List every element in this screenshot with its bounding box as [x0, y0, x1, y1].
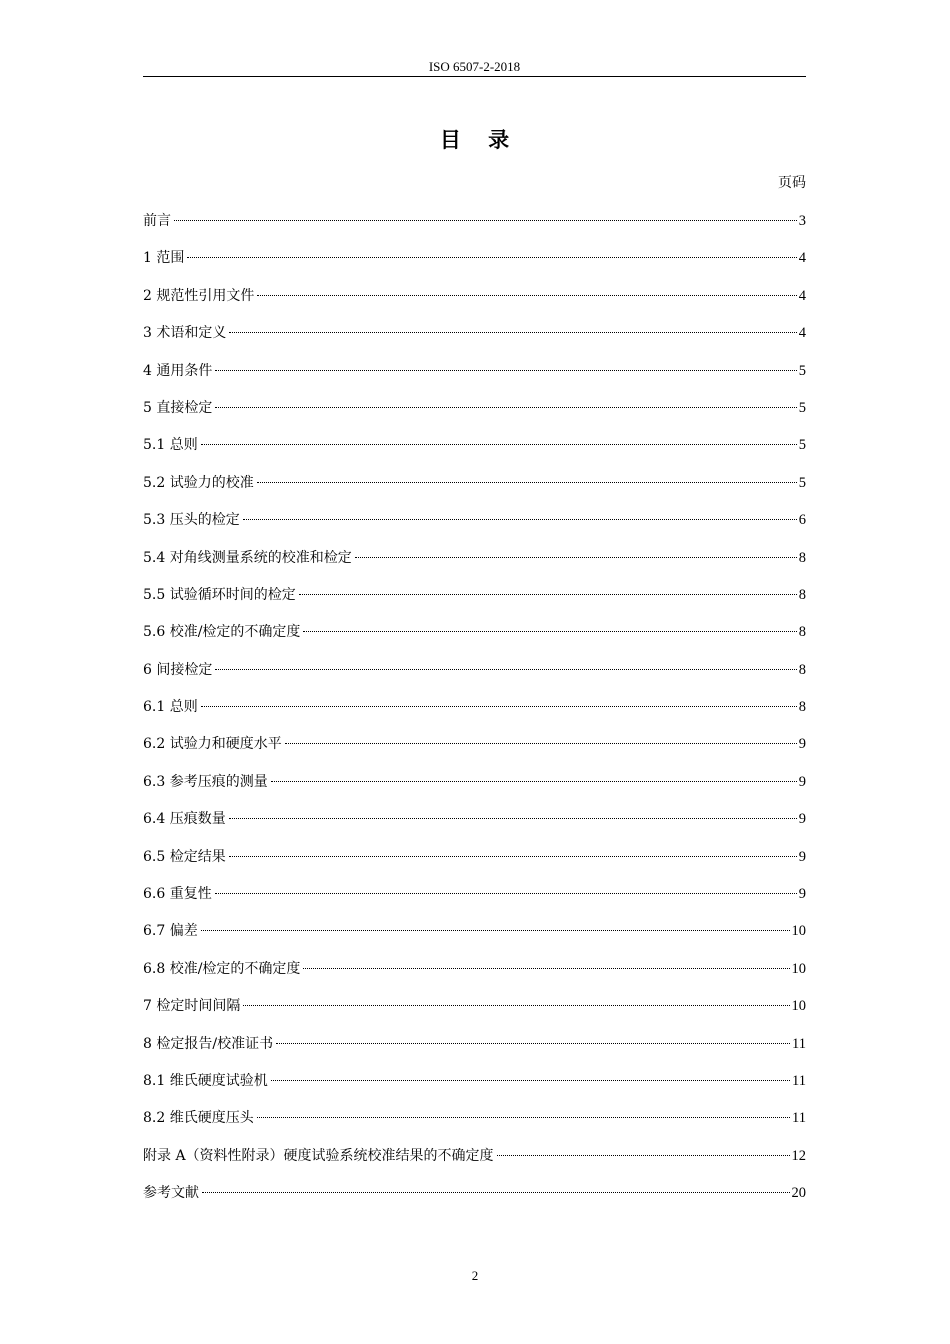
toc-entry-page: 10: [791, 960, 806, 977]
toc-entry-page: 10: [791, 923, 806, 940]
toc-entry-label: 5.5 试验循环时间的检定: [143, 586, 296, 603]
toc-entry-page: 5: [798, 399, 806, 416]
toc-entry-page: 9: [798, 773, 806, 790]
toc-entry[interactable]: [143, 1182, 806, 1219]
toc-entry-page: 6: [798, 512, 806, 529]
toc-entry-page: 20: [791, 1185, 806, 1202]
toc-entry-label: 6.1 总则: [143, 699, 198, 716]
toc-entry[interactable]: [143, 1107, 806, 1144]
page-column-label: 页码: [778, 175, 806, 191]
toc-entry-label: 6.4 压痕数量: [143, 811, 226, 828]
toc-entry[interactable]: [143, 659, 806, 696]
toc-entry[interactable]: [143, 1033, 806, 1070]
toc-dot-leader: [243, 1004, 789, 1006]
toc-entry-label: 5.4 对角线测量系统的校准和检定: [143, 549, 352, 566]
toc-entry[interactable]: [143, 472, 806, 509]
toc-dot-leader: [257, 481, 797, 483]
toc-entry-page: 8: [798, 661, 806, 678]
toc-dot-leader: [201, 443, 797, 445]
toc-entry-page: 4: [798, 250, 806, 267]
toc-dot-leader: [271, 1079, 790, 1081]
toc-dot-leader: [257, 1116, 790, 1118]
toc-dot-leader: [303, 967, 789, 969]
toc-entry[interactable]: [143, 547, 806, 584]
footer-page-number: 2: [471, 1268, 479, 1283]
toc-dot-leader: [276, 1042, 790, 1044]
toc-entry-label: 6 间接检定: [143, 661, 213, 678]
toc-entry[interactable]: [143, 808, 806, 845]
toc-entry-label: 1 范围: [143, 250, 185, 267]
toc-entry-page: 9: [798, 886, 806, 903]
toc-dot-leader: [215, 892, 797, 894]
toc-entry-page: 10: [791, 998, 806, 1015]
toc-entry[interactable]: [143, 1145, 806, 1182]
toc-entry-page: 9: [798, 811, 806, 828]
toc-entry-label: 8 检定报告/校准证书: [143, 1035, 274, 1052]
toc-entry[interactable]: [143, 846, 806, 883]
toc-entry-page: 8: [798, 699, 806, 716]
toc-entry[interactable]: [143, 920, 806, 957]
toc-entry[interactable]: [143, 285, 806, 322]
toc-entry-label: 7 检定时间间隔: [143, 998, 241, 1015]
toc-entry-page: 11: [792, 1072, 806, 1089]
toc-dot-leader: [215, 668, 796, 670]
toc-dot-leader: [174, 219, 797, 221]
toc-entry-page: 5: [798, 437, 806, 454]
toc-entry[interactable]: [143, 883, 806, 920]
toc-dot-leader: [497, 1154, 790, 1156]
toc-dot-leader: [215, 369, 796, 371]
toc-entry[interactable]: [143, 509, 806, 546]
toc-entry[interactable]: [143, 397, 806, 434]
toc-entry-page: 4: [798, 325, 806, 342]
toc-entry[interactable]: [143, 771, 806, 808]
toc-entry[interactable]: [143, 621, 806, 658]
toc-entry-label: 6.6 重复性: [143, 886, 212, 903]
toc-entry-label: 4 通用条件: [143, 362, 213, 379]
toc-entry-page: 11: [792, 1035, 806, 1052]
toc-entry-label: 3 术语和定义: [143, 325, 227, 342]
toc-entry-label: 6.5 检定结果: [143, 848, 226, 865]
toc-entry-page: 5: [798, 362, 806, 379]
toc-entry-page: 9: [798, 848, 806, 865]
toc-entry[interactable]: [143, 696, 806, 733]
header-rule: [143, 76, 806, 77]
toc-entry-label: 6.7 偏差: [143, 923, 198, 940]
toc-dot-leader: [355, 556, 797, 558]
toc-dot-leader: [229, 855, 797, 857]
toc-entry[interactable]: [143, 1070, 806, 1107]
toc-dot-leader: [229, 817, 797, 819]
toc-entry-label: 6.2 试验力和硬度水平: [143, 736, 282, 753]
toc-entry-page: 9: [798, 736, 806, 753]
toc-entry-page: 8: [798, 549, 806, 566]
toc-entry-label: 8.2 维氏硬度压头: [143, 1110, 254, 1127]
toc-dot-leader: [303, 630, 796, 632]
toc-entry[interactable]: [143, 995, 806, 1032]
toc-dot-leader: [257, 294, 796, 296]
toc-dot-leader: [229, 331, 796, 333]
toc-dot-leader: [215, 406, 796, 408]
toc-entry-page: 8: [798, 586, 806, 603]
toc-entry-label: 8.1 维氏硬度试验机: [143, 1072, 268, 1089]
toc-entry[interactable]: [143, 584, 806, 621]
toc-dot-leader: [271, 780, 797, 782]
header-standard-number: ISO 6507-2-2018: [428, 59, 521, 74]
toc-entry-label: 5 直接检定: [143, 399, 213, 416]
toc-entry-label: 5.2 试验力的校准: [143, 474, 254, 491]
toc-entry-label: 前言: [143, 213, 171, 229]
toc-entry-label: 附录 A（资料性附录）硬度试验系统校准结果的不确定度: [143, 1147, 494, 1164]
toc-dot-leader: [202, 1191, 790, 1193]
toc-entry-page: 4: [798, 287, 806, 304]
toc-entry[interactable]: [143, 434, 806, 471]
toc-entry-label: 参考文献: [143, 1185, 199, 1202]
toc-title: 目 录: [439, 128, 520, 152]
toc-entry-label: 5.1 总则: [143, 437, 198, 454]
toc-dot-leader: [285, 742, 797, 744]
toc-entry-label: 5.3 压头的检定: [143, 512, 240, 529]
toc-dot-leader: [243, 518, 797, 520]
toc-entry-page: 11: [792, 1110, 806, 1127]
toc-entry[interactable]: [143, 247, 806, 284]
toc-dot-leader: [201, 929, 790, 931]
toc-entry[interactable]: [143, 360, 806, 397]
toc-entry-label: 5.6 校准/检定的不确定度: [143, 624, 301, 641]
toc-entry[interactable]: [143, 322, 806, 359]
toc-entry-page: 12: [791, 1147, 806, 1164]
toc-entry-page: 3: [798, 213, 806, 229]
table-of-contents: [143, 210, 806, 1220]
toc-dot-leader: [201, 705, 797, 707]
toc-entry[interactable]: [143, 733, 806, 770]
toc-entry-label: 6.8 校准/检定的不确定度: [143, 960, 301, 977]
toc-entry-label: 2 规范性引用文件: [143, 287, 255, 304]
toc-dot-leader: [187, 256, 796, 258]
toc-dot-leader: [299, 593, 797, 595]
toc-entry-page: 8: [798, 624, 806, 641]
toc-entry-page: 5: [798, 474, 806, 491]
toc-entry-label: 6.3 参考压痕的测量: [143, 773, 268, 790]
toc-entry[interactable]: [143, 958, 806, 995]
toc-entry[interactable]: [143, 210, 806, 247]
